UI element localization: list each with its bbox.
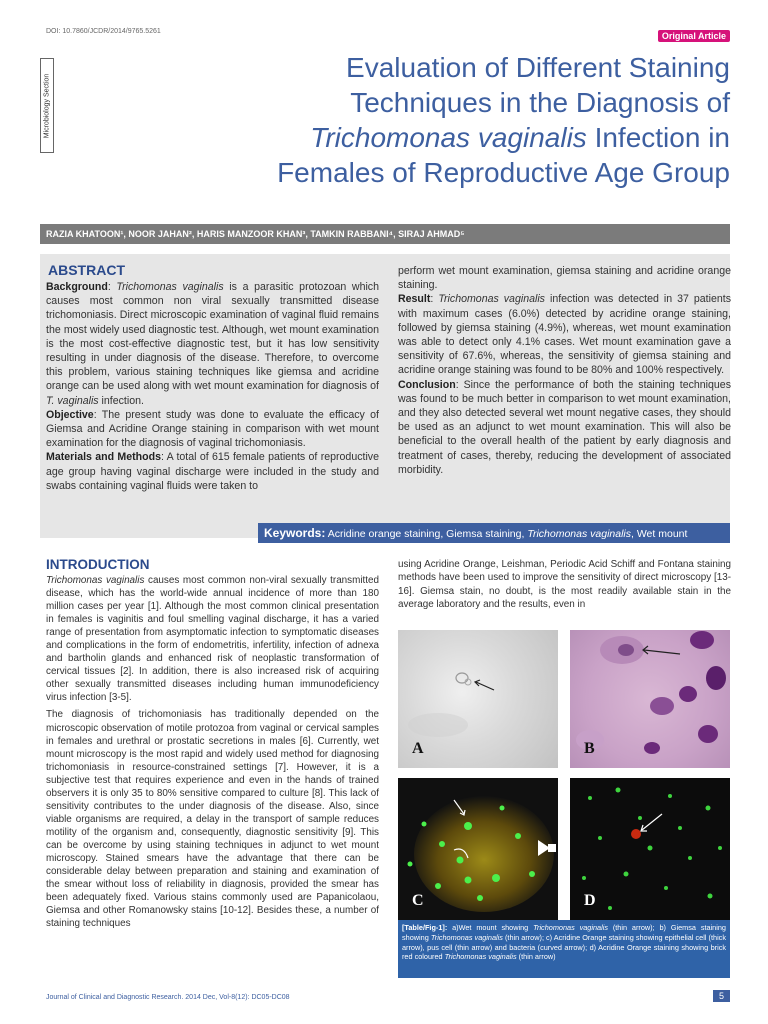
journal-footer: Journal of Clinical and Diagnostic Research. 2014 Dec, Vol-8(12): DC05-DC08 [46,994,290,1001]
introduction-heading: INTRODUCTION [46,557,150,572]
abstract-right-column [398,264,731,477]
intro-right-paragraph: using Acridine Orange, Leishman, Periodic Acid Schiff and Fontana staining methods have been used to improve the sensitivity of direct microscopy [13-16]. Giemsa stain, no doubt, is the most readily available stain in the average laboratory and the results, even in [398,559,731,610]
intro-paragraph-1: Trichomonas vaginalis causes most common non-viral sexually transmitted disease, which has the world-wide annual incidence of more than 180 million cases per year [1]. Although the most common clinical presentation in females is vaginitis and foul smelling vaginal discharge, it has a varied range of presentation from asymptomatic infection to symptomatic diseases and complications in the form of endometritis, infertility, infection of adnexa and bartholin glands and enhanced risk of neoplastic transformation of cervical tissues [2]. In addition, there is also increased risk of acquiring other sexually transmitted diseases including human immunodeficiency virus infection [3-5]. [46,575,380,704]
introduction-right-column [398,558,731,611]
abstract-materials: Materials and Methods: A total of 615 female patients of reproductive age group having vaginal discharge were included in the study and swabs containing vaginal fluids were taken to [46,451,379,492]
abstract-left-column [46,280,379,493]
figure-panel-a [398,630,558,768]
keywords-bar: Keywords: Acridine orange staining, Giemsa staining, Trichomonas vaginalis, Wet mount [258,523,730,543]
section-label: Microbiology Section [40,58,54,153]
abstract-heading: ABSTRACT [48,262,125,278]
panel-label-c: C [412,892,424,909]
introduction-left-column [46,574,379,930]
panel-label-d: D [584,892,596,909]
figure-panel-d [570,778,730,920]
doi-text: DOI: 10.7860/JCDR/2014/9765.5261 [46,28,161,35]
author-list: RAZIA KHATOON¹, NOOR JAHAN², HARIS MANZOOR KHAN³, TAMKIN RABBANI⁴, SIRAJ AHMAD⁵ [40,224,730,244]
figure-caption: [Table/Fig-1]: a)Wet mount showing Trichomonas vaginalis (thin arrow); b) Giemsa staining showing Trichomonas vaginalis (thin arrow); c) Acridine Orange staining showing epithelial cell (thick arrow), pus cell (thin arrow) and bacteria (curved arrow); d) Acridine Orange staining showing brick red coloured Trichomonas vaginalis (thin arrow) [398,920,730,978]
panel-label-a: A [412,740,424,757]
abstract-objective: Objective: The present study was done to evaluate the efficacy of Giemsa and Acridine Orange staining in comparison with wet mount examination for the diagnosis of vaginal trichomoniasis. [46,408,379,450]
page-number: 5 [713,990,730,1002]
abstract-continued: perform wet mount examination, giemsa staining and acridine orange staining. [398,265,731,292]
abstract-result: Result: Trichomonas vaginalis infection was detected in 37 patients with maximum cases (6.0%) detected by acridine orange staining, followed by giemsa staining (4.9%), whereas, wet mount examination was able to detect only 4.1% cases. Wet mount examination gave a sensitivity of 67.6%, whereas, the sensitivity of giemsa staining and acridine orange staining was found to be 80% and 100% respectively. [398,293,731,377]
article-title: Evaluation of Different Staining Techniques in the Diagnosis of Trichomonas vaginalis Infection in Females of Reproductive Age Group [277,52,730,188]
abstract-conclusion: Conclusion: Since the performance of both the staining techniques was found to be much better in comparison to wet mount examination, and they also detected several wet mount negative cases, they should be used as an adjunct to wet mount examination. This will also be beneficial to the overall health of the patient by early diagnosis and treatment of cases, thereby, reducing the development of associated morbidity. [398,378,731,476]
article-type-badge: Original Article [658,30,730,42]
abstract-background: Background: Trichomonas vaginalis is a parasitic protozoan which causes most common non viral sexually transmitted disease trichomoniasis. Direct microscopic examination of vaginal fluid remains the most widely used diagnostic test. Although, wet mount examination is the most cost-effective diagnostic test, but it has low sensitivity resulting in under diagnosis of the disease. Therefore, to overcome this problem, various staining techniques like giemsa and acridine orange can be used along with wet mount examination for diagnosis of T. vaginalis infection. [46,281,380,407]
intro-paragraph-2: The diagnosis of trichomoniasis has traditionally depended on the microscopic observation of motile protozoa from vaginal or cervical samples in females and urethral or prostatic secretions in males [6]. Currently, wet mount microscopy is the most rapid and widely used method for diagnosing trichomoniasis in resource-constrained settings [7]. However, it is a subjective test that requires experience and even in the hands of trained observers it is only 35 to 80% sensitive compared to culture [8]. This lack of sensitivity contributes to the under diagnosis of the disease. Also, since viable organisms are required, a delay in the transport of sample reduces motility of the organism and, consequently, diagnostic sensitivity [9]. This can be overcome by using staining techniques in adjunct to wet mount microscopy. Stained smears have the advantage that there can be considerable delay between preparation and staining and examination of the smear without loss of reliability in diagnosis, provided the smear has been adequately fixed. Various stains commonly used are Papanicolaou, Giemsa and other Romanowsky stains [10-12]. Besides these, a number of staining techniques [46,709,379,930]
panel-label-b: B [584,740,595,757]
figure-panel-b [570,630,730,768]
figure-panel-c [398,778,558,920]
